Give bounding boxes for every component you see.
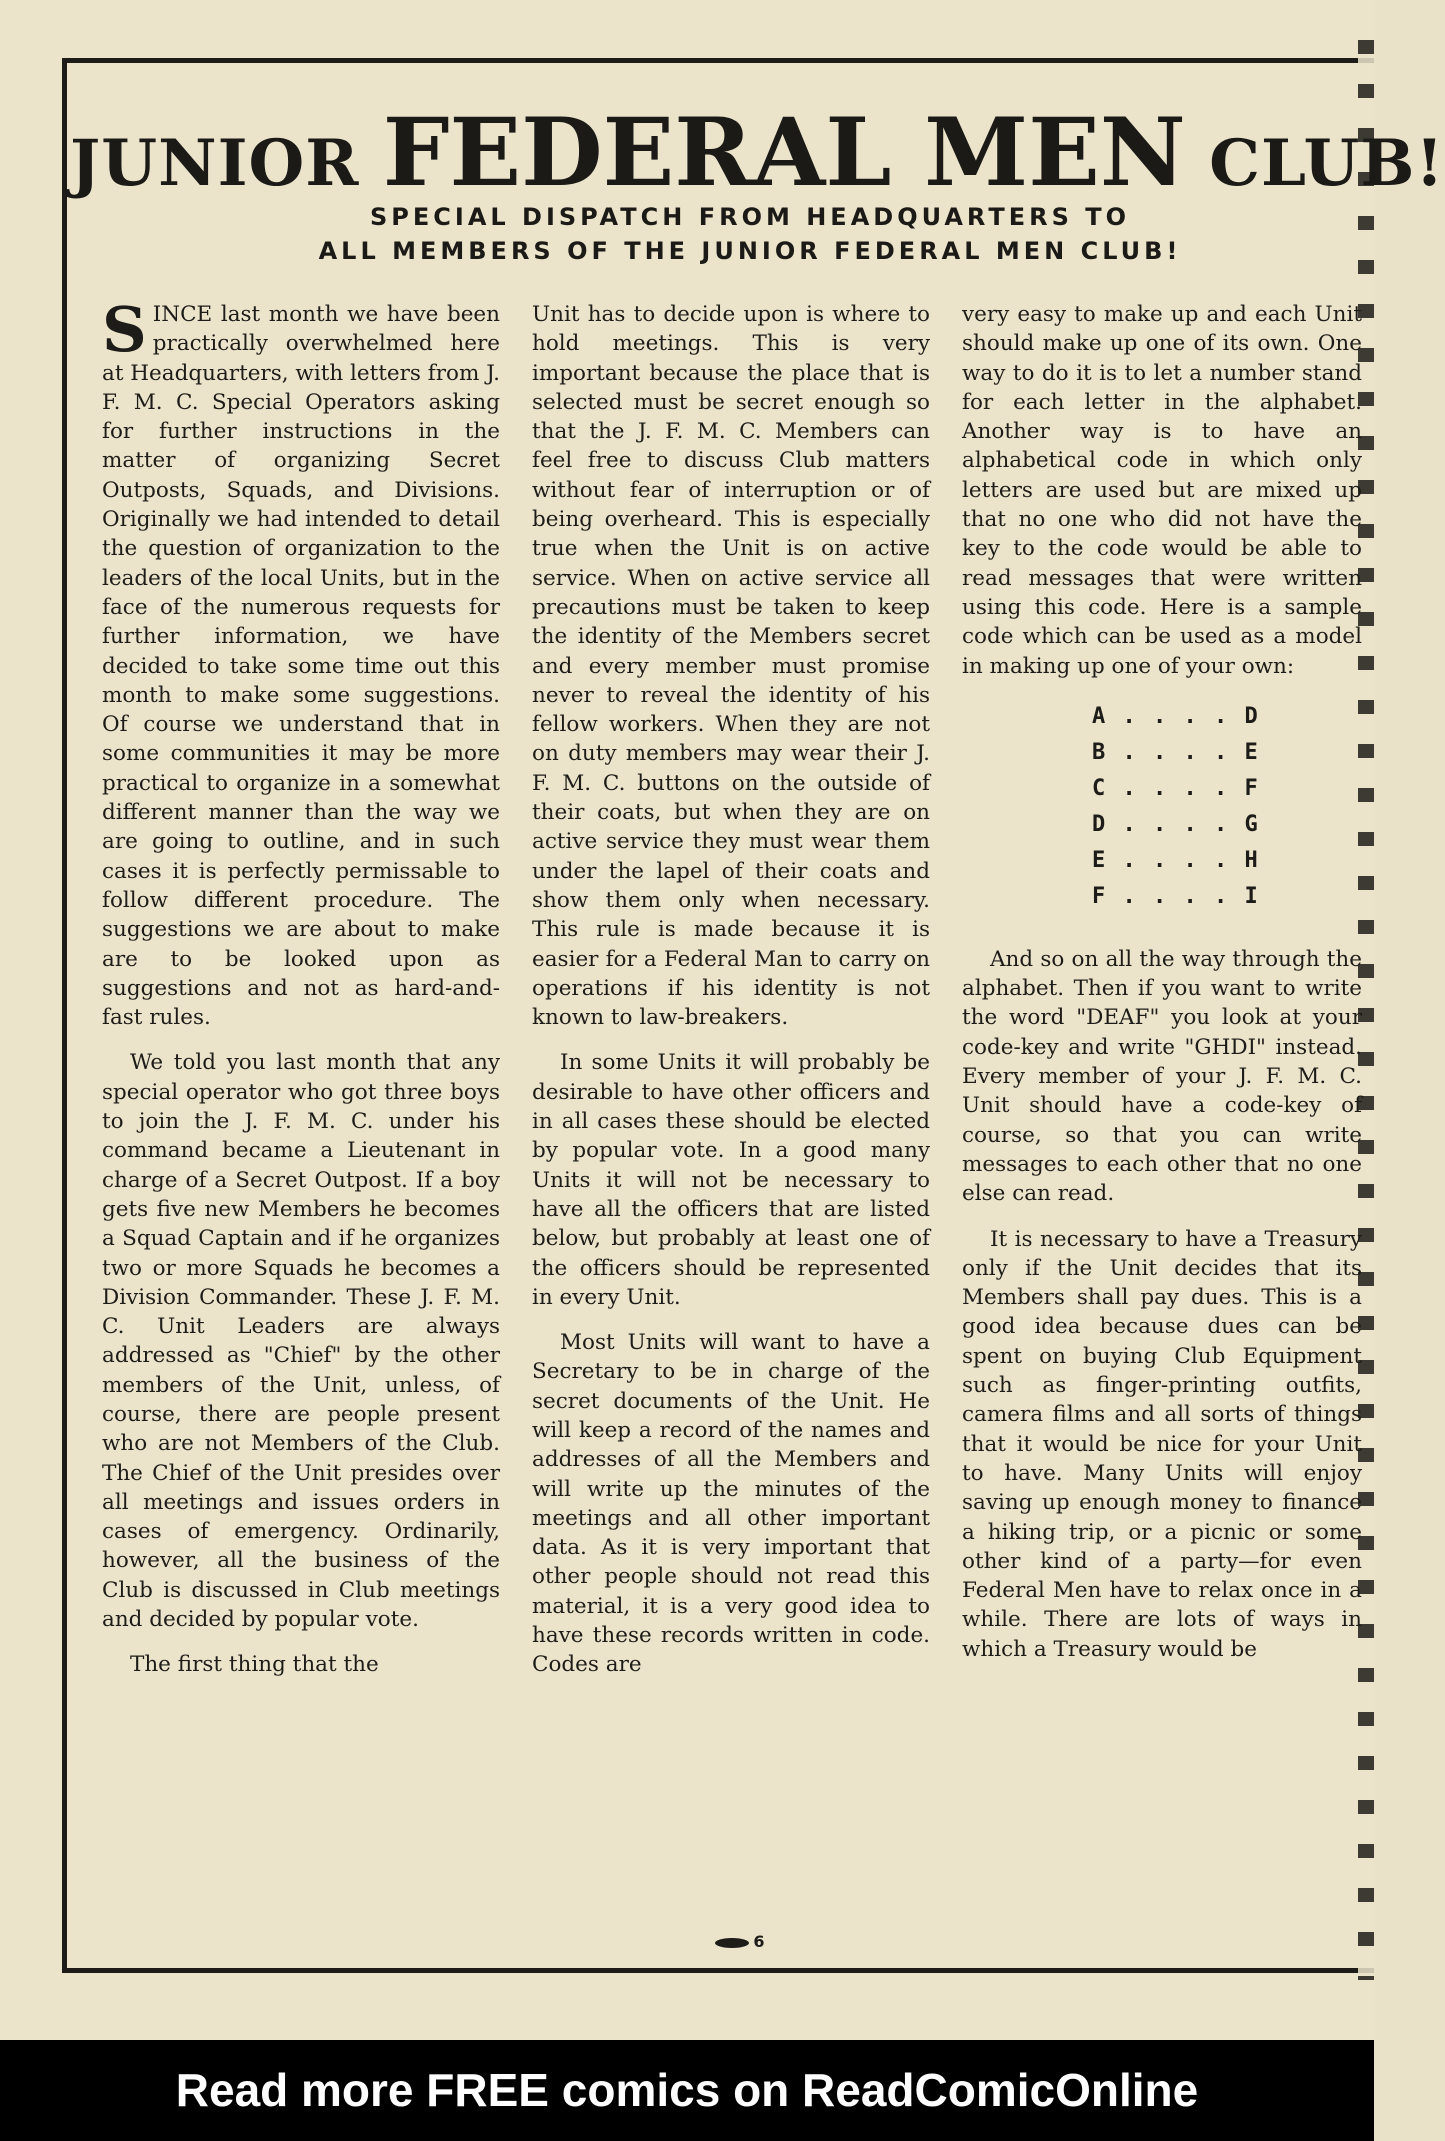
- title-junior: JUNIOR: [70, 126, 383, 201]
- paragraph-1-text: INCE last month we have been practically overwhelmed here at Headquarters, with letters from J. F. M. C. Special Operators asking for further instructions in the matter of organizing Secret Outposts, Squads, and Divisions. Originally we had intended to detail the question of organization to the leaders of the local Units, but in the face of the numerous requests for further information, we have decided to take some time out this month to make some suggestions. Of course we understand that in some communities it may be more practical to organize in a somewhat different manner than the way we are going to outline, and in such cases it is perfectly permissable to follow different procedure. The suggestions we are about to make are to be looked upon as suggestions and not as hard-and-fast rules.: [102, 302, 500, 1031]
- paragraph-3-start: The first thing that the: [130, 1652, 379, 1678]
- title-federal-men: FEDERAL MEN: [382, 98, 1186, 208]
- sample-code-table: [962, 699, 1362, 915]
- page-number-ornament-icon: [715, 1938, 749, 1948]
- subtitle: [250, 200, 1250, 268]
- paragraph-5-continued: very easy to make up and each Unit should make up one of its own. One way to do it is to let a number stand for each letter in the alphabet. Another way is to have an alphabetical code in which only letters are used but are mixed up that no one who did not have the key to the code would be able to read messages that were written using this code. Here is a sample code which can be used as a model in making up one of your own:: [962, 302, 1362, 679]
- paragraph-1: [102, 293, 500, 1032]
- code-row: F . . . . I: [1092, 883, 1260, 909]
- article-column-1: [102, 293, 500, 1920]
- paragraph-5-start: Most Units will want to have a Secretary to be in charge of the secret documents of the Unit. He will keep a record of the names and addresses of all the Members and will write up the minutes of the meetings and all other important data. As it is very important that other people should not read this material, it is a very good idea to have these records written in code. Codes are: [532, 1330, 930, 1678]
- paragraph-2: We told you last month that any special operator who got three boys to join the J. F. M. C. under his command became a Lieutenant in charge of a Secret Outpost. If a boy gets five new Members he becomes a Squad Captain and if he organizes two or more Squads he becomes a Division Commander. These J. F. M. C. Unit Leaders are always addressed as "Chief" by the other members of the Unit, unless, of course, there are people present who are not Members of the Club. The Chief of the Unit presides over all meetings and issues orders in cases of emergency. Ordinarily, however, all the business of the Club is discussed in Club meetings and decided by popular vote.: [102, 1050, 500, 1633]
- page-number-text: 6: [753, 1932, 765, 1951]
- paragraph-3-continued: Unit has to decide upon is where to hold meetings. This is very important because the place that is selected must be secret enough so that the J. F. M. C. Members can feel free to discuss Club matters without fear of interruption or of being overheard. This is especially true when the Unit is on active service. When on active service all precautions must be taken to keep the identity of the Members secret and every member must promise never to reveal the identity of his fellow workers. When they are not on duty members may wear their J. F. M. C. buttons on the outside of their coats, but when they are on active service they must wear them under the lapel of their coats and show them only when necessary. This rule is made because it is easier for a Federal Man to carry on operations if his identity is not known to law-breakers.: [532, 302, 930, 1031]
- code-row: B . . . . E: [1092, 739, 1260, 765]
- title-club: CLUB!: [1185, 126, 1445, 201]
- page-title: [70, 98, 1445, 208]
- subtitle-line-2: ALL MEMBERS OF THE JUNIOR FEDERAL MEN CLUB!: [318, 237, 1182, 265]
- code-row: D . . . . G: [1092, 811, 1260, 837]
- subtitle-line-1: SPECIAL DISPATCH FROM HEADQUARTERS TO: [370, 203, 1130, 231]
- code-row: E . . . . H: [1092, 847, 1260, 873]
- article-column-3: [962, 300, 1362, 1920]
- article-column-2: [532, 300, 930, 1920]
- paragraph-6: And so on all the way through the alphabet. Then if you want to write the word "DEAF" you look at your code-key and write "GHDI" instead. Every member of your J. F. M. C. Unit should have a code-key of course, so that you can write messages to each other that no one else can read.: [962, 946, 1362, 1207]
- paragraph-7: It is necessary to have a Treasury only if the Unit decides that its Members shall pay dues. This is a good idea because dues can be spent on buying Club Equipment such as finger-printing outfits, camera films and all sorts of things that it would be nice for your Unit to have. Many Units will enjoy saving up enough money to finance a hiking trip, or a picnic or some other kind of a party—for even Federal Men have to relax once in a while. There are lots of ways in which a Treasury would be: [962, 1226, 1362, 1662]
- code-row: A . . . . D: [1092, 703, 1260, 729]
- paragraph-4: In some Units it will probably be desirable to have other officers and in all cases these should be elected by popular vote. In a good many Units it will not be necessary to have all the officers that are listed below, but probably at least one of the officers should be represented in every Unit.: [532, 1050, 930, 1310]
- page-number: [700, 1932, 780, 1954]
- drop-cap: S: [102, 293, 147, 366]
- promo-banner[interactable]: Read more FREE comics on ReadComicOnline: [0, 2040, 1374, 2141]
- code-row: C . . . . F: [1092, 775, 1260, 801]
